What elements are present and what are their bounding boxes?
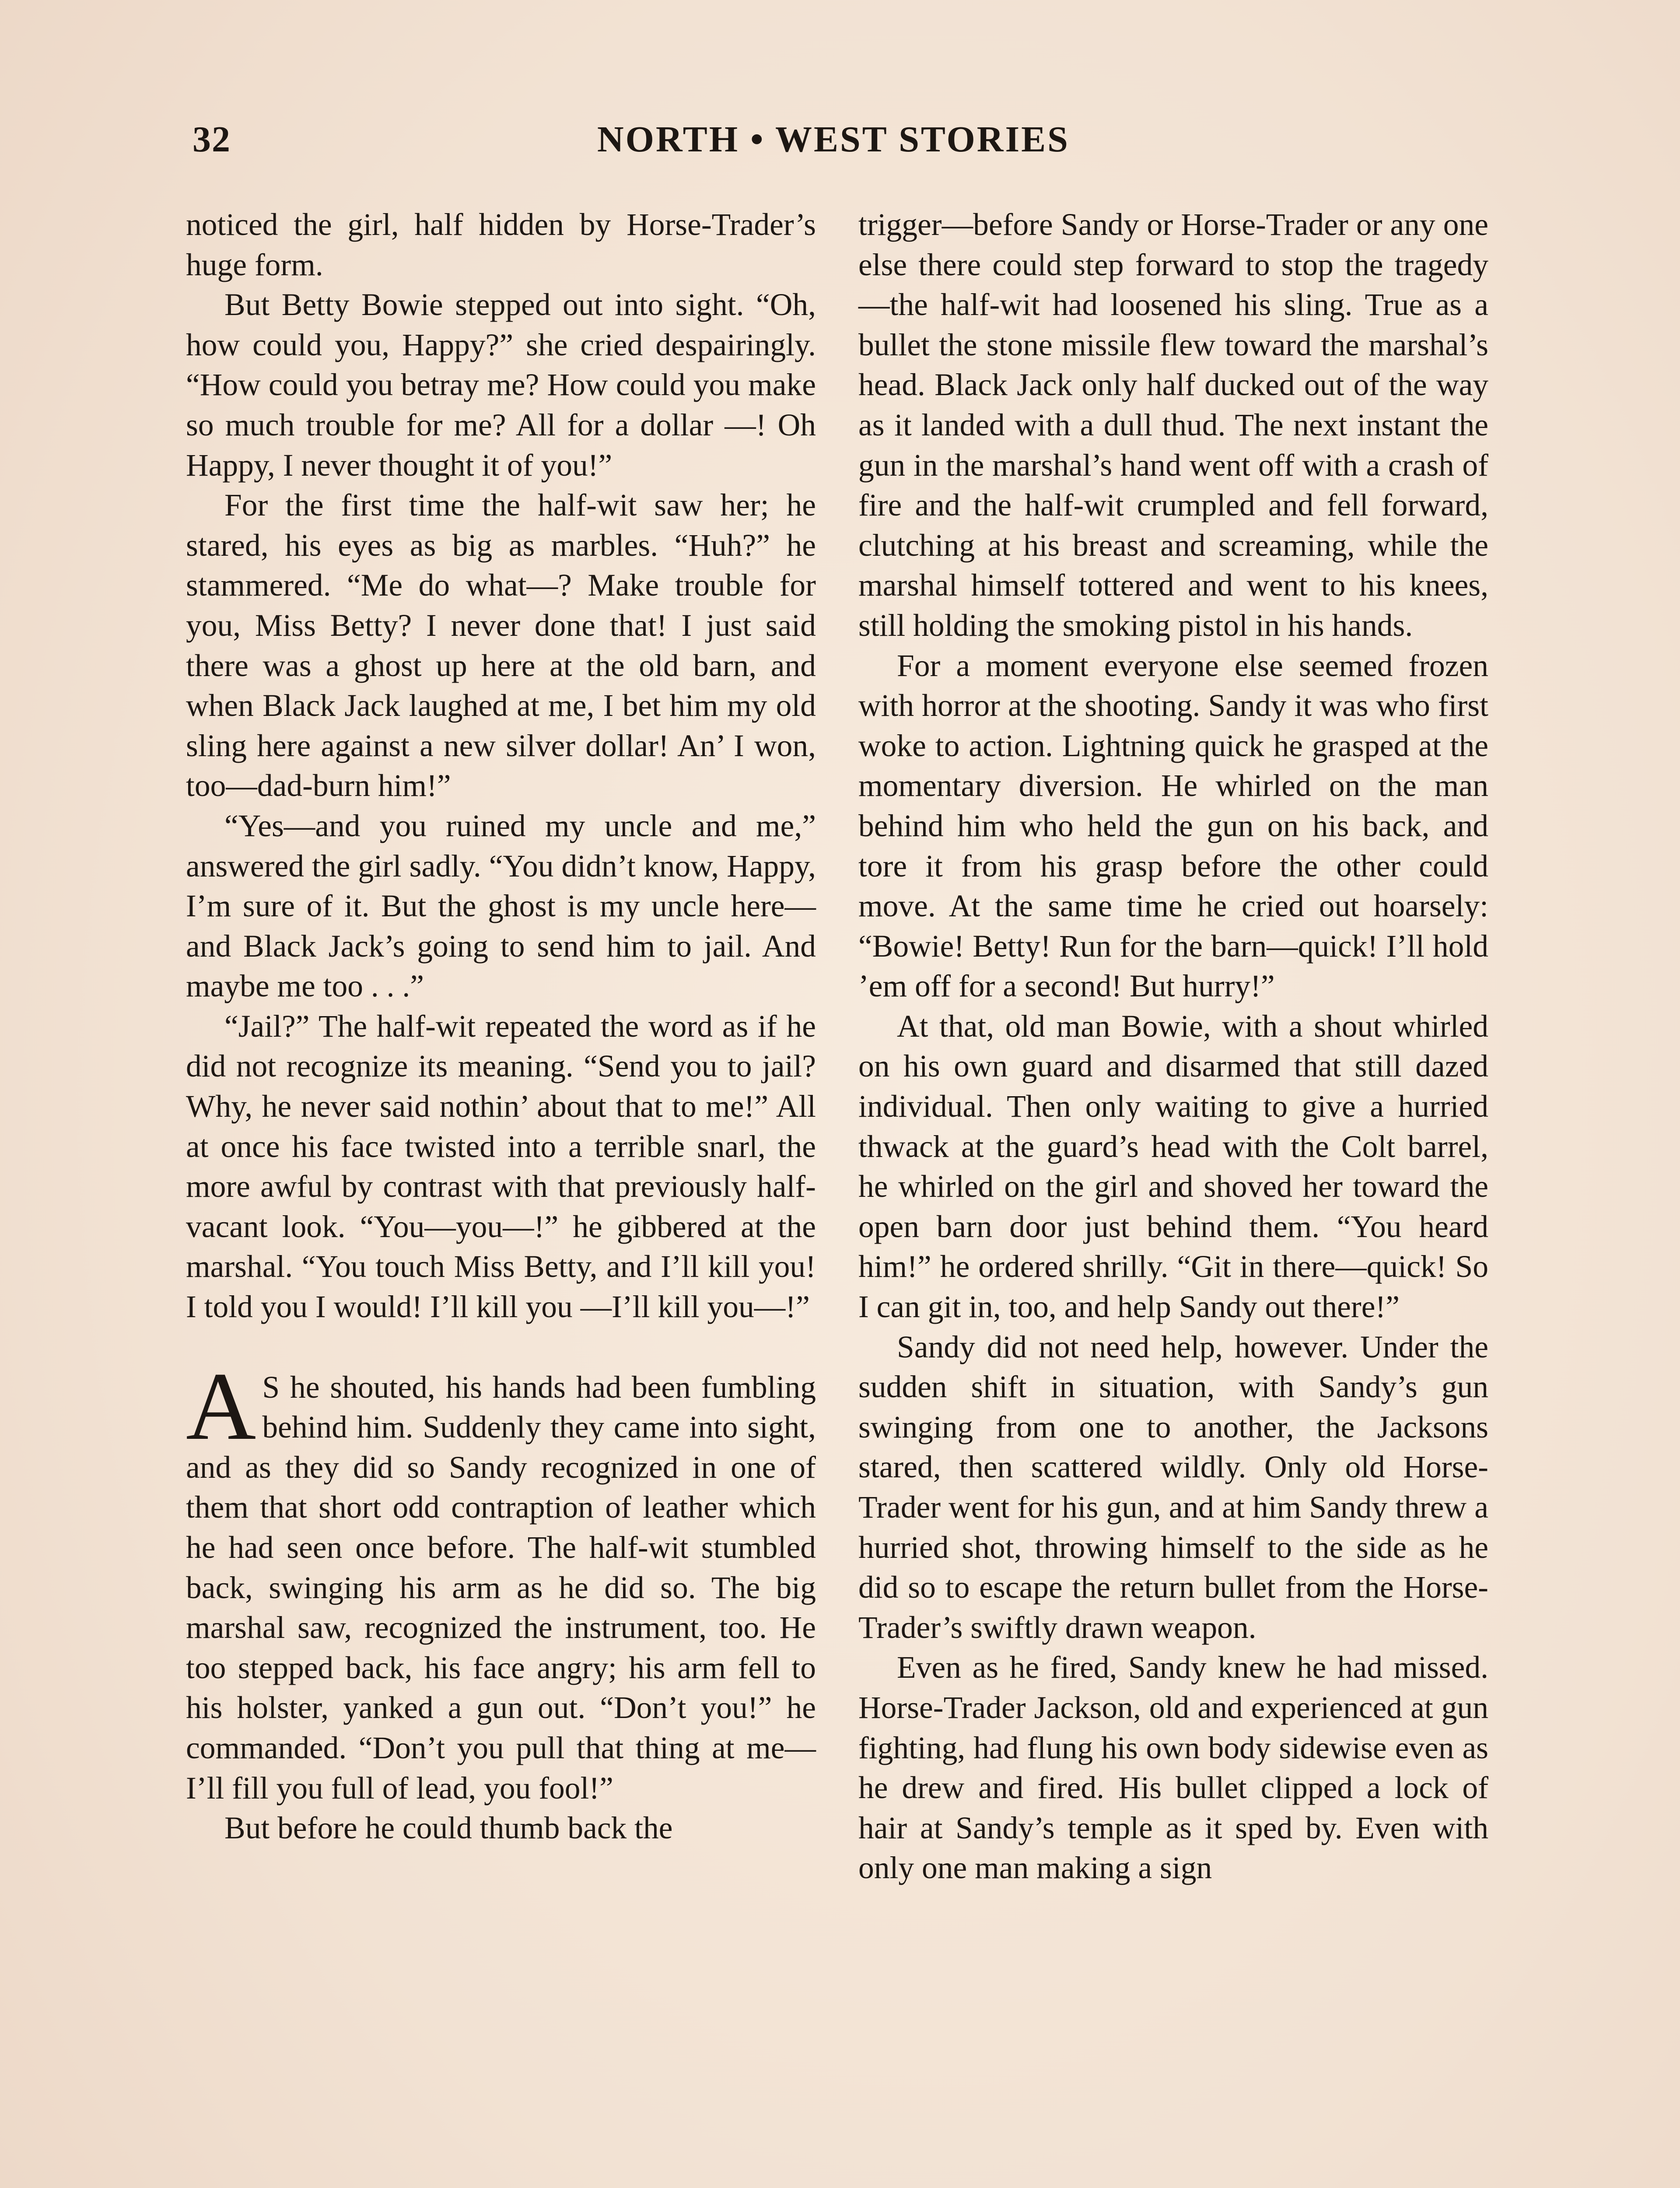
paragraph: For the first time the half-wit saw her; he stared, his eyes as big as marbles. “Huh?” he stammered. “Me do what—? Make trouble for you, Miss Betty? I never done that! I just said there was a ghost up here at the old barn, and when Black Jack laughed at me, I bet him my old sling here against a new silver dollar! An’ I won, too—dad-burn him!”	[186, 488, 816, 803]
paragraph: “Jail?” The half-wit repeated the word as if he did not recognize its meaning. “Send you to jail? Why, he never said nothin’ about that to me!” All at once his face twisted into a terrible snarl, the more awful by contrast with that previously half-vacant look. “You—you—!” he gibbered at the marshal. “You touch Miss Betty, and I’ll kill you! I told you I would! I’ll kill you —I’ll kill you—!”	[186, 1009, 816, 1325]
page-number: 32	[192, 119, 231, 160]
left-text-column	[186, 205, 816, 1848]
section-break	[186, 1327, 816, 1368]
paragraph: But before he could thumb back the	[224, 1811, 673, 1846]
paragraph: Sandy did not need help, however. Under the sudden shift in situation, with Sandy’s gun swinging from one to another, the Jacksons stared, then scattered wildly. Only old Horse-Trader went for his gun, and at him Sandy threw a hurried shot, throwing himself to the side as he did so to escape the return bullet from the Horse-Trader’s swiftly drawn weapon.	[858, 1329, 1488, 1645]
paragraph: noticed the girl, half hidden by Horse-Trader’s huge form.	[186, 207, 816, 282]
paragraph: “Yes—and you ruined my uncle and me,” answered the girl sadly. “You didn’t know, Happy, I’m sure of it. But the ghost is my uncle here—and Black Jack’s going to send him to jail. And maybe me too . . .”	[186, 808, 816, 1004]
dropcap-paragraph	[186, 1352, 816, 1809]
paragraph: Even as he fired, Sandy knew he had missed. Horse-Trader Jackson, old and experienced at gun fighting, had flung his own body sidewise even as he drew and fired. His bullet clipped a lock of hair at Sandy’s temple as it sped by. Even with only one man making a sign	[858, 1650, 1488, 1886]
running-title: NORTH • WEST STORIES	[597, 119, 1070, 160]
paragraph: But Betty Bowie stepped out into sight. “Oh, how could you, Happy?” she cried despairingly. “How could you betray me? How could you make so much trouble for me? All for a dollar —! Oh Happy, I never thought it of you!”	[186, 288, 816, 483]
paragraph-text: S he shouted, his hands had been fumbling behind him. Suddenly they came into sight, and as they did so Sandy recognized in one of them that short odd contraption of leather which he had seen once before. The half-wit stumbled back, swinging his arm as he did so. The big marshal saw, recognized the instrument, too. He too stepped back, his face angry; his arm fell to his holster, yanked a gun out. “Don’t you!” he commanded. “Don’t you pull that thing at me—I’ll fill you full of lead, you fool!”	[186, 1370, 816, 1806]
page-header	[192, 118, 1505, 171]
paragraph: At that, old man Bowie, with a shout whirled on his own guard and disarmed that still dazed individual. Then only waiting to give a hurried thwack at the guard’s head with the Colt barrel, he whirled on the girl and shoved her toward the open barn door just behind them. “You heard him!” he ordered shrilly. “Git in there—quick! So I can git in, too, and help Sandy out there!”	[858, 1009, 1488, 1325]
right-text-column	[858, 205, 1488, 1888]
drop-cap: A	[186, 1352, 256, 1460]
paragraph: trigger—before Sandy or Horse-Trader or any one else there could step forward to stop the tragedy—the half-wit had loosened his sling. True as a bullet the stone missile flew toward the marshal’s head. Black Jack only half ducked out of the way as it landed with a dull thud. The next instant the gun in the marshal’s hand went off with a crash of fire and the half-wit crumpled and fell forward, clutching at his breast and screaming, while the marshal himself tottered and went to his knees, still holding the smoking pistol in his hands.	[858, 207, 1488, 643]
paragraph: For a moment everyone else seemed frozen with horror at the shooting. Sandy it was who first woke to action. Lightning quick he grasped at the momentary diversion. He whirled on the man behind him who held the gun on his back, and tore it from his grasp before the other could move. At the same time he cried out hoarsely: “Bowie! Betty! Run for the barn—quick! I’ll hold ’em off for a second! But hurry!”	[858, 648, 1488, 1004]
